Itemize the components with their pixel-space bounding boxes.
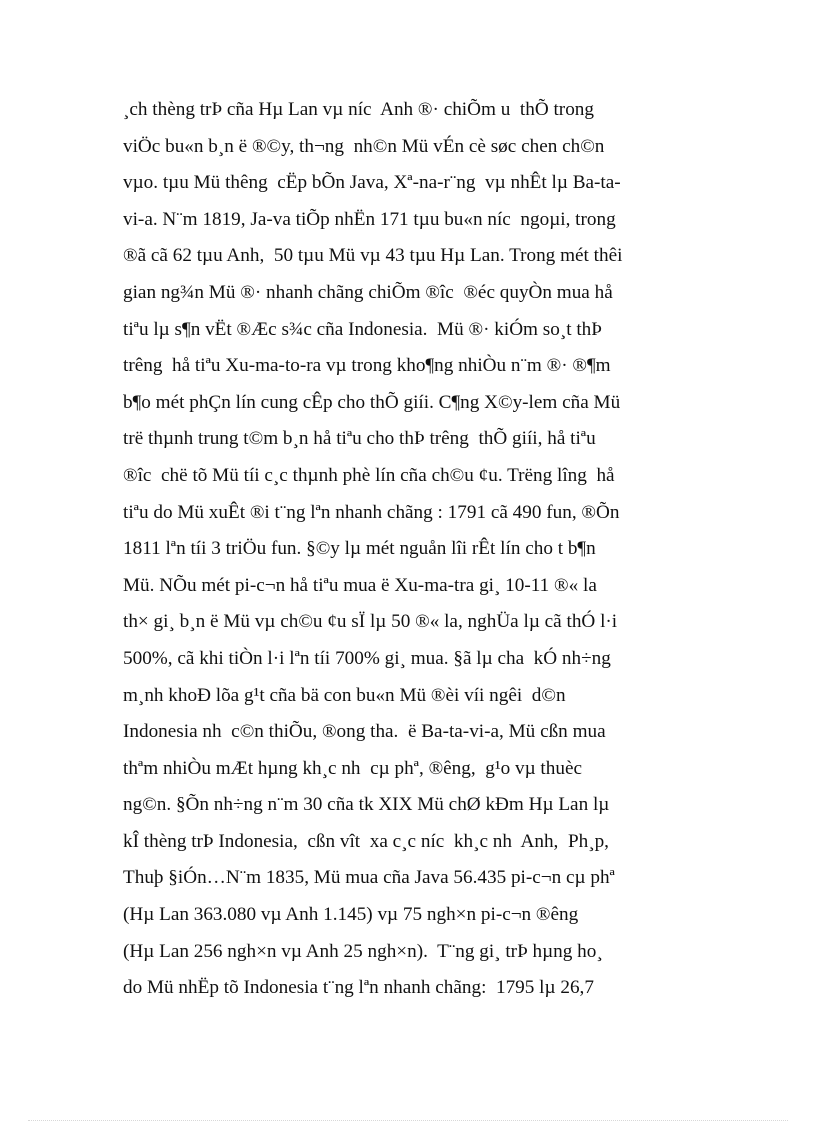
text-line: ng©n. §Õn nh÷ng n¨m 30 cña tk XIX Mü chØ kÐm Hµ Lan lµ <box>123 794 610 816</box>
text-line: Indonesia nh c©n thiÕu, ®ong tha. ë Ba-ta-vi-a, Mü cßn mua <box>123 721 606 743</box>
text-line: gian ng¾n Mü ®· nhanh chãng chiÕm ®îc ®éc quyÒn mua hå <box>123 281 613 303</box>
text-line: viÖc bu«n b¸n ë ®©y, th¬ng nh©n Mü vÉn cè søc chen ch©n <box>123 135 605 157</box>
text-line: trë thµnh trung t©m b¸n hå tiªu cho thÞ trêng thÕ giíi, hå tiªu <box>123 428 596 450</box>
text-line: ¸ch thèng trÞ cña Hµ Lan vµ níc Anh ®· chiÕm u thÕ trong <box>123 99 594 120</box>
text-line: 1811 lªn tíi 3 triÖu fun. §©y lµ mét nguån lîi rÊt lín cho t b¶n <box>123 538 596 560</box>
text-line: trêng hå tiªu Xu-ma-to-ra vµ trong kho¶ng nhiÒu n¨m ®· ®¶m <box>123 355 611 377</box>
text-line: tiªu lµ s¶n vËt ®Æc s¾c cña Indonesia. Mü ®· kiÓm so¸t thÞ <box>123 318 602 340</box>
text-line: ®îc chë tõ Mü tíi c¸c thµnh phè lín cña ch©u ¢u. Trëng lîng hå <box>123 464 615 486</box>
text-line: th× gi¸ b¸n ë Mü vµ ch©u ¢u sÏ lµ 50 ®« la, nghÜa lµ cã thÓ l·i <box>123 611 618 633</box>
text-line: b¶o mét phÇn lín cung cÊp cho thÕ giíi. C¶ng X©y-lem cña Mü <box>123 391 621 413</box>
text-line: m¸nh khoÐ lõa g¹t cña bä con bu«n Mü ®èi víi ngêi d©n <box>123 684 566 706</box>
text-line: (Hµ Lan 363.080 vµ Anh 1.145) vµ 75 ngh×n pi-c¬n ®êng <box>123 904 579 926</box>
text-line: kÎ thèng trÞ Indonesia, cßn vît xa c¸c níc kh¸c nh Anh, Ph¸p, <box>123 830 609 852</box>
text-line: thªm nhiÒu mÆt hµng kh¸c nh cµ phª, ®êng, g¹o vµ thuèc <box>123 757 582 779</box>
text-line: tiªu do Mü xuÊt ®i t¨ng lªn nhanh chãng : 1791 cã 490 fun, ®Õn <box>123 501 620 523</box>
page-bottom-divider <box>28 1120 788 1121</box>
body-text <box>123 92 703 1007</box>
text-line: (Hµ Lan 256 ngh×n vµ Anh 25 ngh×n). T¨ng gi¸ trÞ hµng ho¸ <box>123 940 603 962</box>
text-line: vµo. tµu Mü thêng cËp bÕn Java, Xª-na-r¨ng vµ nhÊt lµ Ba-ta- <box>123 172 621 194</box>
text-line: Mü. NÕu mét pi-c¬n hå tiªu mua ë Xu-ma-tra gi¸ 10-11 ®« la <box>123 574 597 596</box>
text-line: 500%, cã khi tiÒn l·i lªn tíi 700% gi¸ mua. §ã lµ cha kÓ nh÷ng <box>123 647 611 669</box>
text-line: ®ã cã 62 tµu Anh, 50 tµu Mü vµ 43 tµu Hµ Lan. Trong mét thêi <box>123 245 623 267</box>
text-line: Thuþ §iÓn…N¨m 1835, Mü mua cña Java 56.435 pi-c¬n cµ phª <box>123 867 615 889</box>
text-line: do Mü nhËp tõ Indonesia t¨ng lªn nhanh chãng: 1795 lµ 26,7 <box>123 977 594 999</box>
text-line: vi-a. N¨m 1819, Ja-va tiÕp nhËn 171 tµu bu«n níc ngoµi, trong <box>123 208 616 230</box>
